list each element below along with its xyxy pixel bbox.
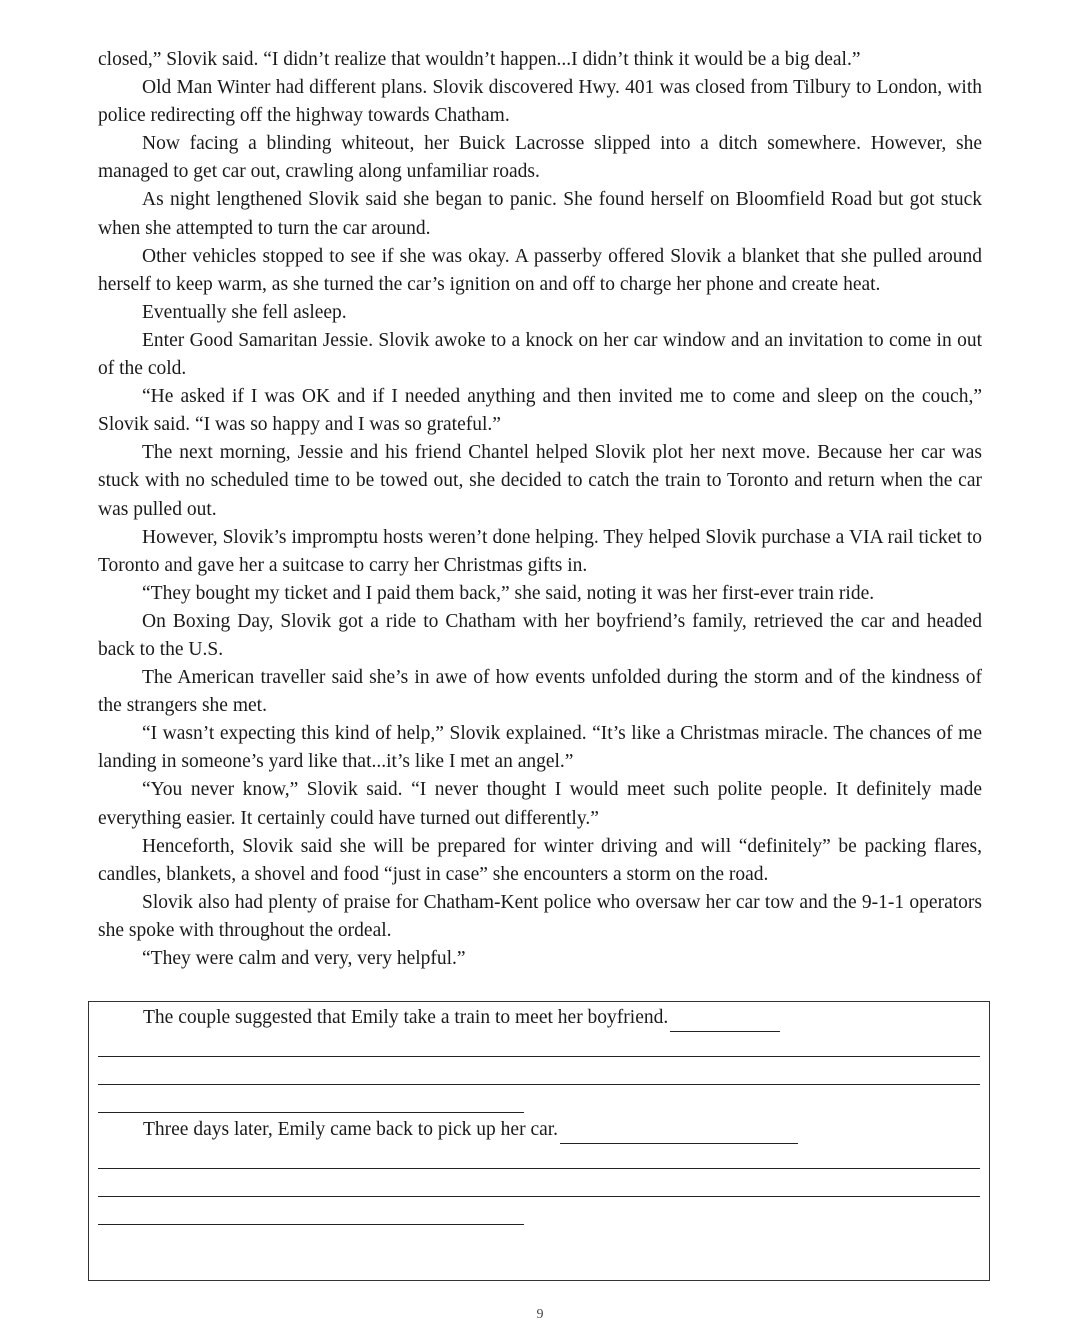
- question-2: [143, 1116, 798, 1144]
- paragraph: “I wasn’t expecting this kind of help,” Slovik explained. “It’s like a Christmas miracle. The chances of me landing in someone’s yard like that...it’s like I met an angel.”: [98, 723, 982, 773]
- paragraph: “He asked if I was OK and if I needed anything and then invited me to come and sleep on the couch,” Slovik said. “I was so happy and I was so grateful.”: [98, 386, 982, 436]
- answer-line[interactable]: [98, 1168, 980, 1169]
- paragraph: Now facing a blinding whiteout, her Buick Lacrosse slipped into a ditch somewhere. However, she managed to get car out, crawling along unfamiliar roads.: [98, 133, 982, 183]
- paragraph: The American traveller said she’s in awe of how events unfolded during the storm and of the kindness of the strangers she met.: [98, 667, 982, 717]
- paragraph: Other vehicles stopped to see if she was okay. A passerby offered Slovik a blanket that she pulled around herself to keep warm, as she turned the car’s ignition on and off to charge her phone and create heat.: [98, 245, 982, 295]
- answer-line[interactable]: [98, 1056, 980, 1057]
- paragraph: Eventually she fell asleep.: [142, 301, 347, 323]
- page-number: 9: [536, 1307, 544, 1322]
- paragraph: closed,” Slovik said. “I didn’t realize that wouldn’t happen...I didn’t think it would be a big deal.”: [98, 49, 861, 70]
- answer-line[interactable]: [98, 1084, 980, 1085]
- answer-box: [88, 1001, 990, 1281]
- paragraph: Henceforth, Slovik said she will be prepared for winter driving and will “definitely” be packing flares, candles, blankets, a shovel and food “just in case” she encounters a storm on the road.: [98, 835, 982, 885]
- paragraph: “You never know,” Slovik said. “I never thought I would meet such polite people. It definitely made everything easier. It certainly could have turned out differently.”: [98, 779, 982, 829]
- paragraph: Slovik also had plenty of praise for Chatham-Kent police who oversaw her car tow and the 9-1-1 operators she spoke with throughout the ordeal.: [98, 891, 982, 941]
- paragraph: As night lengthened Slovik said she began to panic. She found herself on Bloomfield Road but got stuck when she attempted to turn the car around.: [98, 189, 982, 239]
- paragraph: However, Slovik’s impromptu hosts weren’t done helping. They helped Slovik purchase a VIA rail ticket to Toronto and gave her a suitcase to carry her Christmas gifts in.: [98, 526, 982, 576]
- question-1-prompt: The couple suggested that Emily take a train to meet her boyfriend.: [143, 1007, 669, 1028]
- answer-line[interactable]: [98, 1196, 980, 1197]
- question-2-blank[interactable]: [560, 1123, 798, 1144]
- question-2-prompt: Three days later, Emily came back to pick up her car.: [143, 1119, 559, 1140]
- paragraph: Enter Good Samaritan Jessie. Slovik awoke to a knock on her car window and an invitation to come in out of the cold.: [98, 329, 982, 380]
- paragraph: “They were calm and very, very helpful.”: [142, 948, 466, 969]
- paragraph: On Boxing Day, Slovik got a ride to Chatham with her boyfriend’s family, retrieved the car and headed back to the U.S.: [98, 610, 982, 660]
- paragraph: The next morning, Jessie and his friend Chantel helped Slovik plot her next move. Because her car was stuck with no scheduled time to be towed out, she decided to catch the train to Toronto and return when the car was pulled out.: [98, 442, 982, 520]
- paragraph: Old Man Winter had different plans. Slovik discovered Hwy. 401 was closed from Tilbury to London, with police redirecting off the highway towards Chatham.: [98, 77, 982, 127]
- answer-line[interactable]: [98, 1224, 524, 1225]
- paragraph: “They bought my ticket and I paid them back,” she said, noting it was her first-ever train ride.: [142, 582, 875, 604]
- question-1-blank[interactable]: [670, 1011, 780, 1032]
- article-text: [98, 46, 982, 973]
- answer-line[interactable]: [98, 1112, 524, 1113]
- question-1: [143, 1004, 780, 1032]
